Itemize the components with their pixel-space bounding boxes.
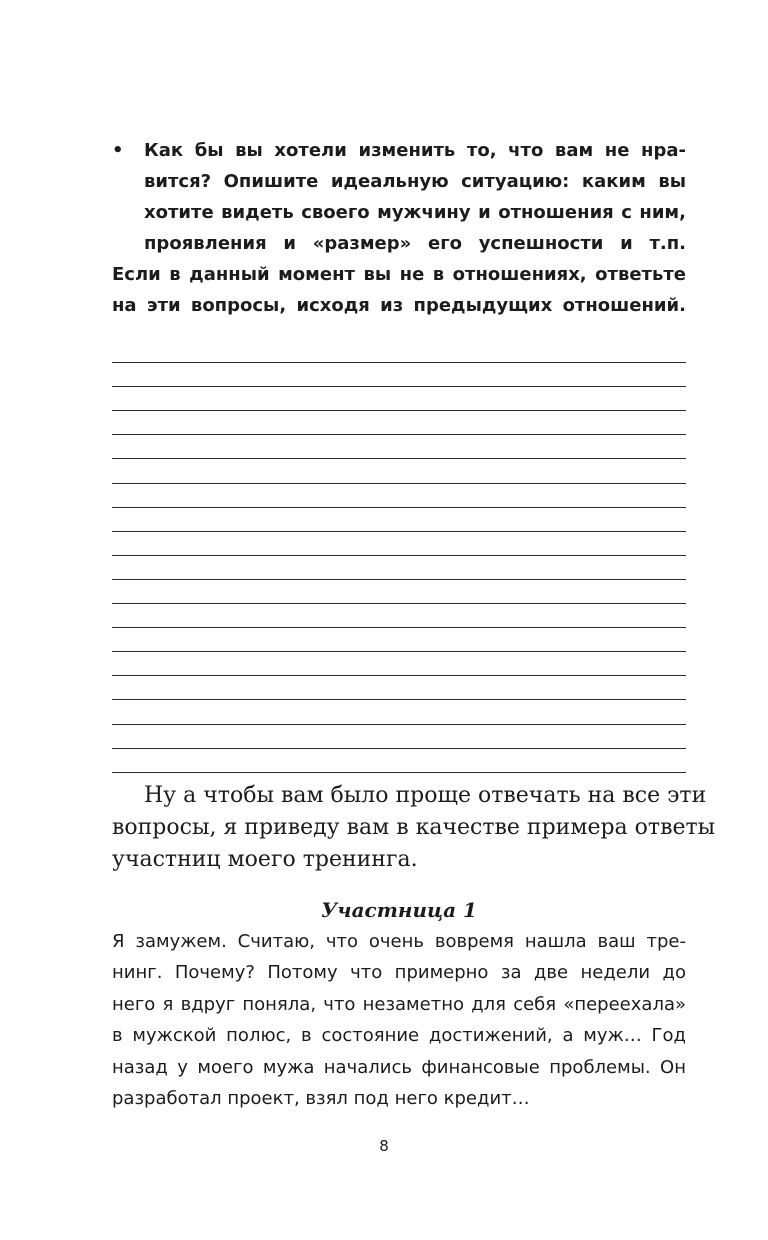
- story-line: назад у моего мужа начались финансовые проблемы. Он: [112, 1057, 686, 1078]
- bullet-marker: •: [112, 140, 124, 161]
- intro-line: Ну а чтобы вам было проще отвечать на все эти: [144, 783, 707, 808]
- writing-line[interactable]: [112, 772, 686, 773]
- writing-line[interactable]: [112, 724, 686, 725]
- writing-line[interactable]: [112, 507, 686, 508]
- writing-line[interactable]: [112, 675, 686, 676]
- writing-line[interactable]: [112, 699, 686, 700]
- writing-line[interactable]: [112, 483, 686, 484]
- note-line: на эти вопросы, исходя из предыдущих отношений.: [112, 295, 686, 316]
- story-line: него я вдруг поняла, что незаметно для себя «переехала»: [112, 994, 686, 1015]
- writing-line[interactable]: [112, 386, 686, 387]
- story-line: нинг. Почему? Потому что примерно за две недели до: [112, 962, 686, 983]
- story-line: разработал проект, взял под него кредит…: [112, 1088, 530, 1109]
- writing-line[interactable]: [112, 748, 686, 749]
- bullet-line: вится? Опишите идеальную ситуацию: каким вы: [144, 171, 686, 192]
- intro-line: вопросы, я приведу вам в качестве примера ответы: [112, 815, 716, 840]
- bullet-line: проявления и «размер» его успешности и т.п.: [144, 233, 686, 254]
- story-line: в мужской полюс, в состояние достижений, а муж… Год: [112, 1025, 686, 1046]
- writing-line[interactable]: [112, 651, 686, 652]
- writing-line[interactable]: [112, 627, 686, 628]
- writing-line[interactable]: [112, 458, 686, 459]
- writing-line[interactable]: [112, 362, 686, 363]
- story-line: Я замужем. Считаю, что очень вовремя нашла ваш тре-: [112, 931, 686, 952]
- writing-line[interactable]: [112, 579, 686, 580]
- answer-writing-lines[interactable]: [112, 362, 686, 774]
- writing-line[interactable]: [112, 555, 686, 556]
- bullet-line: Как бы вы хотели изменить то, что вам не нра-: [144, 140, 686, 161]
- page-number: 8: [379, 1137, 389, 1155]
- writing-line[interactable]: [112, 603, 686, 604]
- bullet-line: хотите видеть своего мужчину и отношения с ним,: [144, 202, 686, 223]
- writing-line[interactable]: [112, 531, 686, 532]
- note-line: Если в данный момент вы не в отношениях, ответьте: [112, 264, 686, 285]
- intro-line: участниц моего тренинга.: [112, 847, 418, 872]
- writing-line[interactable]: [112, 410, 686, 411]
- writing-line[interactable]: [112, 434, 686, 435]
- section-heading: Участница 1: [321, 898, 477, 922]
